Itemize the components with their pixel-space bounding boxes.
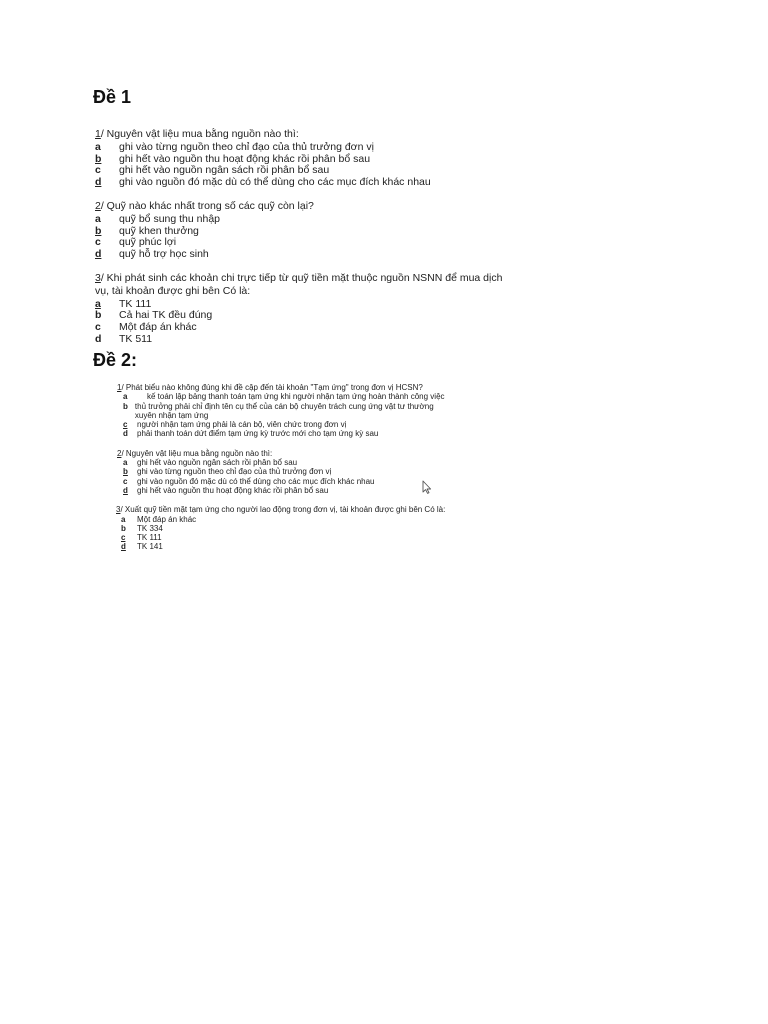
question-2 <box>95 201 555 261</box>
question-text: 1/ Phát biểu nào không đúng khi đề cập đến tài khoản "Tạm ứng" trong đơn vị HCSN? <box>117 383 423 392</box>
question-text: 3/ Khi phát sinh các khoản chi trực tiếp từ quỹ tiền mặt thuộc nguồn NSNN để mua dịch <box>95 271 503 284</box>
option-letter: a <box>123 392 128 402</box>
exam1-heading: Đề 1 <box>93 87 132 107</box>
option-letter: d <box>121 542 126 552</box>
question-number: 3 <box>116 505 121 515</box>
question-1 <box>113 383 453 439</box>
option-letter: c <box>123 420 128 430</box>
question-number: 1 <box>117 383 122 392</box>
question-number: 2 <box>117 448 122 458</box>
option-letter: a <box>95 297 101 310</box>
option-letter: d <box>95 248 102 261</box>
option-a <box>95 142 555 154</box>
question-3 <box>113 505 453 551</box>
option-c <box>113 420 453 429</box>
option-c <box>95 322 555 334</box>
option-text: ghi vào nguồn đó mặc dù có thể dùng cho các mục đích khác nhau <box>119 176 431 189</box>
option-d <box>95 249 555 261</box>
option-text: quỹ hỗ trợ học sinh <box>119 248 209 261</box>
option-c <box>113 477 453 486</box>
option-letter: a <box>95 140 101 153</box>
option-text: quỹ khen thưởng <box>119 224 199 237</box>
option-text: phải thanh toán dứt điểm tạm ứng kỳ trước mới cho tạm ứng kỳ sau <box>137 429 379 439</box>
option-text: quỹ phúc lợi <box>119 236 177 249</box>
option-letter: c <box>121 533 126 543</box>
option-text: TK 111 <box>137 533 162 543</box>
question-number: 2 <box>95 199 101 212</box>
question-text: 1/ Nguyên vật liệu mua bằng nguồn nào thì: <box>95 128 299 140</box>
option-text: ghi hết vào nguồn ngân sách rồi phân bổ sau <box>119 164 330 177</box>
option-letter: b <box>123 467 128 477</box>
option-a <box>113 392 453 401</box>
option-a <box>95 214 555 226</box>
option-text: quỹ bổ sung thu nhập <box>119 212 221 225</box>
option-text: TK 141 <box>137 542 163 552</box>
question-text-continued: vụ, tài khoản được ghi bên Có là: <box>95 284 251 297</box>
question-number: 1 <box>95 128 101 140</box>
option-text: ghi hết vào nguồn ngân sách rồi phân bổ sau <box>137 458 298 468</box>
option-a <box>113 515 453 524</box>
option-letter: b <box>95 152 102 165</box>
option-letter: c <box>123 476 128 486</box>
option-letter: d <box>95 176 102 189</box>
option-text: kế toán lập bảng thanh toán tạm ứng khi người nhận tạm ứng hoàn thành công việc <box>147 392 445 402</box>
exam2-heading: Đề 2: <box>93 350 138 370</box>
option-text: ghi vào từng nguồn theo chỉ đạo của thủ trưởng đơn vị <box>137 467 332 477</box>
exam2-questions <box>113 383 453 552</box>
option-a <box>113 458 453 467</box>
option-text: ghi vào nguồn đó mặc dù có thể dùng cho các mục đích khác nhau <box>137 476 375 486</box>
option-d <box>113 542 453 551</box>
option-text: Một đáp án khác <box>137 514 197 524</box>
question-2 <box>113 449 453 495</box>
option-letter: c <box>95 236 101 249</box>
option-text: TK 334 <box>137 523 163 533</box>
option-letter: b <box>123 401 128 411</box>
option-letter: d <box>123 429 128 439</box>
option-text: ghi vào từng nguồn theo chỉ đạo của thủ trưởng đơn vị <box>119 140 374 153</box>
question-text: 3/ Xuất quỹ tiền mặt tạm ứng cho người lao động trong đơn vị, tài khoản được ghi bên Có là: <box>116 505 446 515</box>
question-3 <box>95 273 555 346</box>
option-b <box>113 524 453 533</box>
option-text: Cả hai TK đều đúng <box>119 309 213 322</box>
option-letter: b <box>95 309 102 322</box>
option-text: người nhận tạm ứng phải là cán bộ, viên chức trong đơn vị <box>137 420 347 430</box>
option-c <box>113 533 453 542</box>
option-b <box>113 467 453 476</box>
option-text: ghi hết vào nguồn thu hoạt động khác rồi phân bổ sau <box>137 485 329 495</box>
option-letter: b <box>95 224 102 237</box>
option-text: thủ trưởng phải chỉ định tên cụ thể của cán bộ chuyên trách cung ứng vật tư thường xuyên nhận tạm ứng <box>134 401 434 420</box>
option-text: TK 111 <box>119 297 152 310</box>
option-letter: a <box>121 514 126 524</box>
option-letter: d <box>123 485 128 495</box>
option-text: TK 511 <box>119 332 153 345</box>
option-letter: a <box>95 212 101 225</box>
question-text: 2/ Nguyên vật liệu mua bằng nguồn nào thì: <box>117 448 273 458</box>
mouse-pointer-icon <box>422 480 432 494</box>
option-d <box>113 429 453 438</box>
option-b <box>113 402 453 421</box>
option-letter: c <box>95 164 101 177</box>
option-text: ghi hết vào nguồn thu hoạt động khác rồi phân bổ sau <box>119 152 371 165</box>
option-d <box>95 334 555 346</box>
question-text: 2/ Quỹ nào khác nhất trong số các quỹ còn lại? <box>95 199 314 212</box>
option-text: Một đáp án khác <box>119 321 197 334</box>
option-d <box>113 486 453 495</box>
question-number: 3 <box>95 271 101 284</box>
option-letter: b <box>121 523 126 533</box>
exam1-questions <box>95 129 555 346</box>
question-1 <box>95 129 555 189</box>
option-letter: a <box>123 458 128 468</box>
option-letter: c <box>95 321 101 334</box>
option-d <box>95 177 555 189</box>
option-letter: d <box>95 332 102 345</box>
